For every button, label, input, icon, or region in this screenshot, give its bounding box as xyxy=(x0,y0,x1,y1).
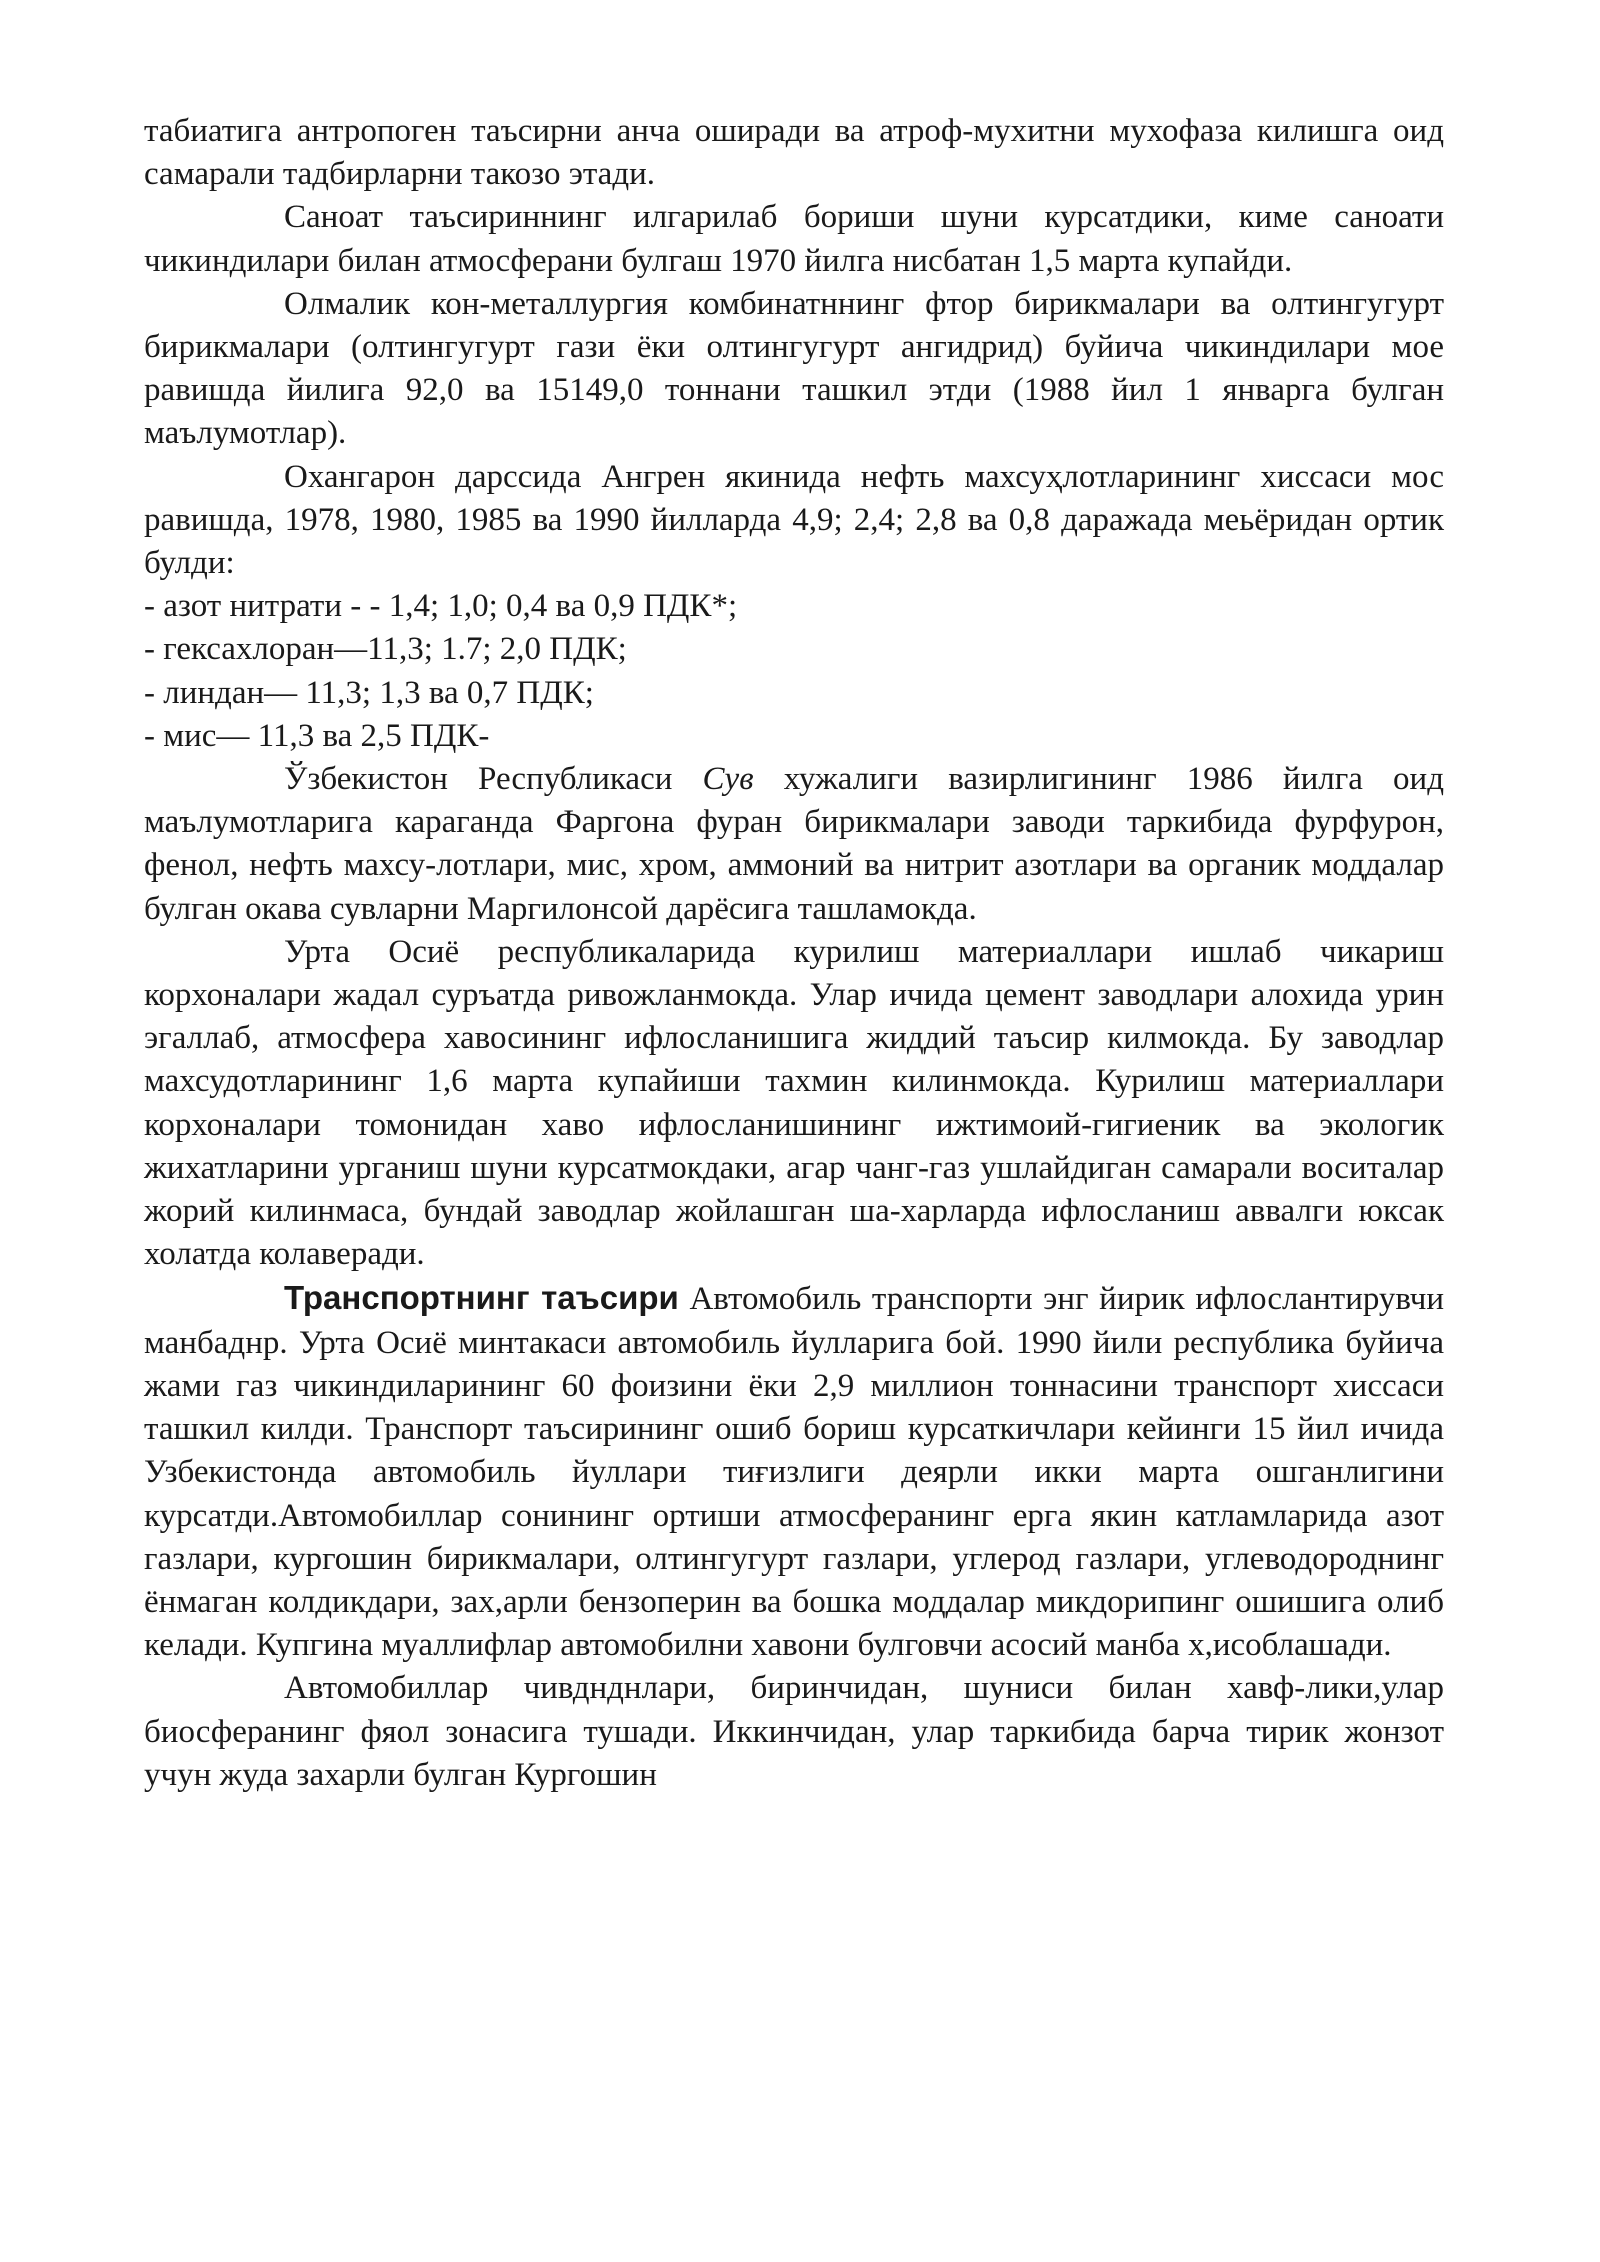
paragraph-8: Автомобиллар чивднднлари, биринчидан, шуниси билан хавф-лики,улар биосферанинг фяол зонасига тушади. Иккинчидан, улар таркибида барча тирик жонзот учун жуда захарли булган Кургошин xyxy=(144,1670,1444,1793)
list-item-nitrate: - азот нитрати - - 1,4; 1,0; 0,4 ва 0,9 ПДК*; xyxy=(144,588,738,625)
paragraph-4: Охангарон дарссида Ангрен якинида нефть махсуҳлотларининг хиссаси мос равишда, 1978, 1980, 1985 ва 1990 йилларда 4,9; 2,4; 2,8 ва 0,8 даражада меьёридан ортик булди: xyxy=(144,458,1444,582)
paragraph-5-italic-word: Сув xyxy=(702,761,754,798)
paragraph-7-body: Автомобиль транспорти энг йирик ифлослантирувчи манбаднр. Урта Осиё минтакаси автомобиль йулларига бой. 1990 йили республика буйича жами газ чикиндиларининг 60 фоизини ёки 2,9 миллион тоннасини транспорт хиссаси ташкил килди. Транспорт таъсирининг ошиб бориш курсаткичлари кейинги 15 йил ичида Узбекистонда автомобиль йуллари тиғизлиги деярли икки марта ошганлигини курсатди.Автомобиллар сонининг ортиши атмосферанинг ерга якин катламларида азот газлари, кургошин бирикмалари, олтингугурт газлари, углерод газлари, углеводороднинг ёнмаган колдикдари, зах,арли бензоперин ва бошка моддалар микдорипинг ошишига олиб келади. Купгина муаллифлар автомобилни хавони булговчи асосий манба х,исоблашади. xyxy=(144,1281,1444,1664)
paragraph-5-rest: хужалиги вазирлигининг 1986 йилга оид маълумотларига караганда Фаргона фуран бирикмалари заводи таркибида фурфурон, фенол, нефть махсу-лотлари, мис, хром, аммоний ва нитрит азотлари ва органик моддалар булган окава сувларни Маргилонсой дарёсига ташламокда. xyxy=(144,761,1444,927)
document-page xyxy=(144,110,1444,1797)
paragraph-7 xyxy=(144,1276,1444,1667)
paragraph-3: Олмалик кон-металлургия комбинатннинг фтор бирикмалари ва олтингугурт бирикмалари (олтингугурт гази ёки олтингугурт ангидрид) буйича чикиндилари мое равишда йилига 92,0 ва 15149,0 тоннани ташкил этди (1988 йил 1 январга булган маълумотлар). xyxy=(144,285,1444,452)
list-item-hexachloran: - гексахлоран—11,3; 1.7; 2,0 ПДК; xyxy=(144,631,627,668)
section-heading-transport: Транспортнинг таъсири xyxy=(284,1279,679,1317)
paragraph-2: Саноат таъсириннинг илгарилаб бориши шуни курсатдики, киме саноати чикиндилари билан атмосферани булгаш 1970 йилга нисбатан 1,5 марта купайди. xyxy=(144,199,1444,279)
paragraph-1: табиатига антропоген таъсирни анча оширади ва атроф-мухитни мухофаза килишга оид самарали тадбирларни такозо этади. xyxy=(144,113,1444,193)
paragraph-5 xyxy=(144,758,1444,931)
paragraph-6: Урта Осиё республикаларида курилиш материаллари ишлаб чикариш корхоналари жадал суръатда ривожланмокда. Улар ичида цемент заводлари алохида урин эгаллаб, атмосфера хавосининг ифлосланишига жиддий таъсир килмокда. Бу заводлар махсудотларининг 1,6 марта купайиши тахмин килинмокда. Курилиш материаллари корхоналари томонидан хаво ифлосланишининг ижтимоий-гигиеник ва экологик жихатларини урганиш шуни курсатмокдаки, агар чанг-газ ушлайдиган самарали воситалар жорий килинмаса, бундай заводлар жойлашган ша-харларда ифлосланиш аввалги юксак холатда колаверади. xyxy=(144,933,1444,1273)
list-item-copper: - мис— 11,3 ва 2,5 ПДК- xyxy=(144,717,490,754)
list-item-lindane: - линдан— 11,3; 1,3 ва 0,7 ПДК; xyxy=(144,674,594,711)
paragraph-5-start: Ўзбекистон Республикаси xyxy=(284,761,703,798)
